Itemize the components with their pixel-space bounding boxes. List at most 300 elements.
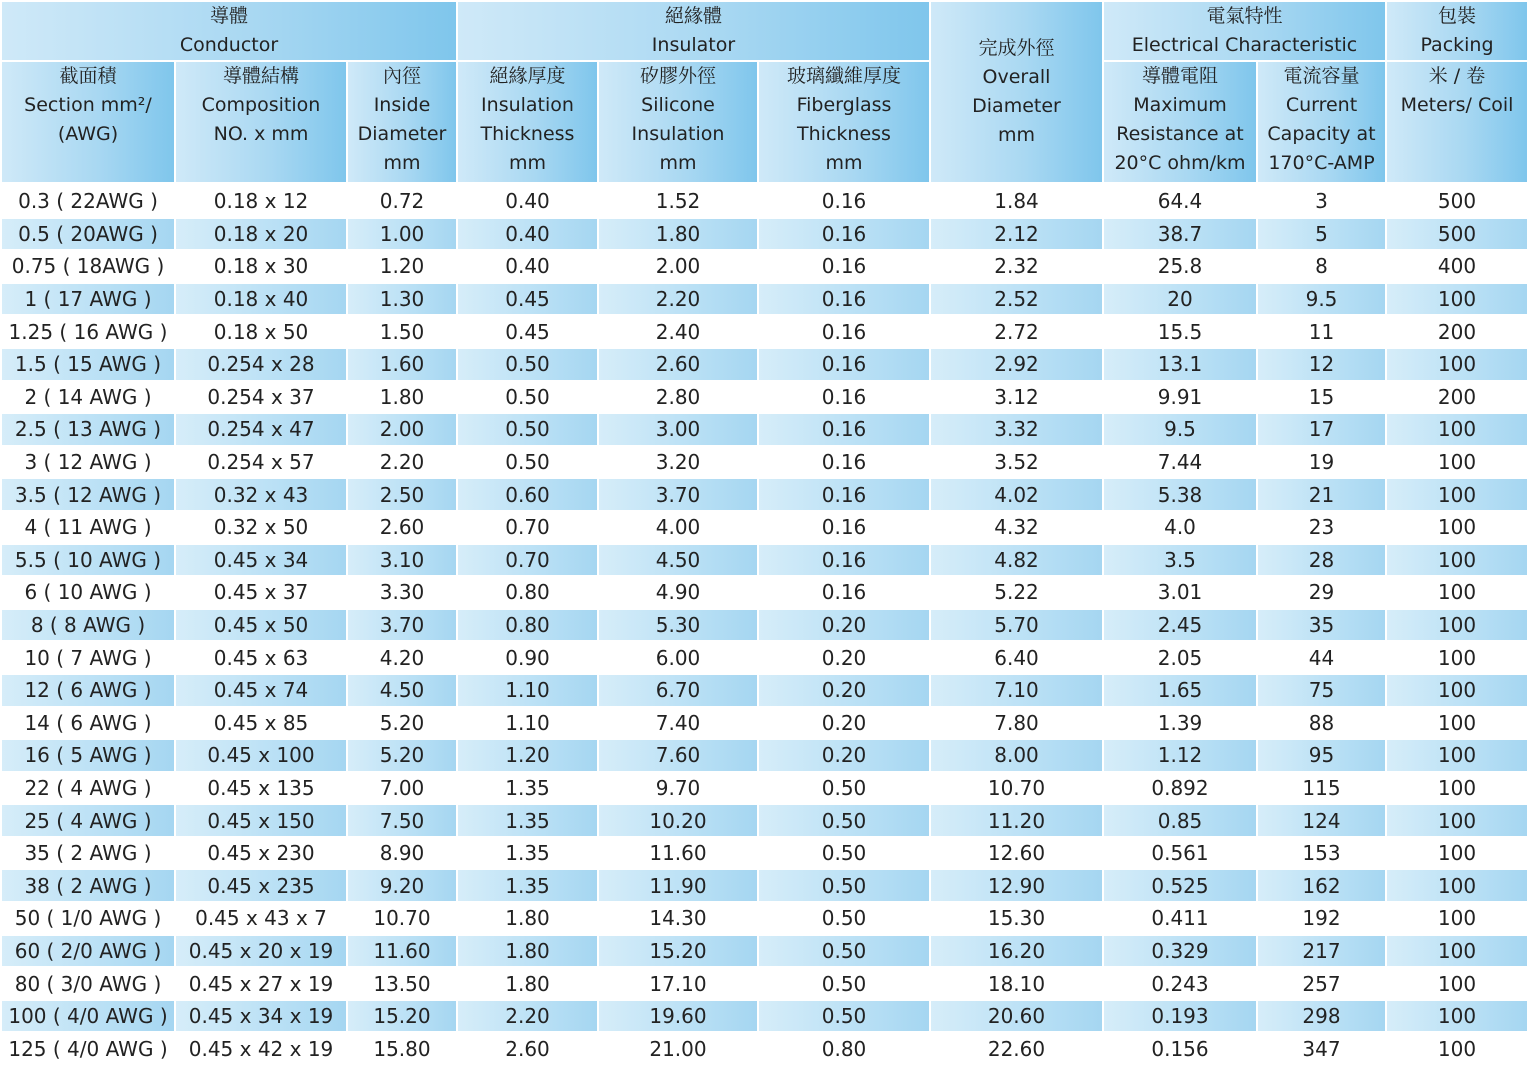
- cell-overall-diameter: 12.90: [930, 869, 1103, 902]
- header-max-resistance: 導體電阻 Maximum Resistance at 20°C ohm/km: [1103, 61, 1257, 184]
- table-row: [2, 184, 1528, 218]
- cell-silicone-insulation: 2.80: [598, 381, 758, 414]
- cell-silicone-insulation: 4.50: [598, 544, 758, 577]
- cell-insulation-thickness: 1.35: [457, 804, 598, 837]
- cell-composition: 0.18 x 12: [175, 184, 347, 218]
- cell-composition: 0.45 x 85: [175, 707, 347, 740]
- cell-silicone-insulation: 4.90: [598, 576, 758, 609]
- cell-insulation-thickness: 1.35: [457, 837, 598, 870]
- header-insulation-thickness: 絕緣厚度 Insulation Thickness mm: [457, 61, 598, 184]
- cell-composition: 0.45 x 43 x 7: [175, 902, 347, 935]
- cell-meters-coil: 100: [1386, 1032, 1528, 1065]
- cell-insulation-thickness: 0.60: [457, 478, 598, 511]
- cell-overall-diameter: 15.30: [930, 902, 1103, 935]
- cell-insulation-thickness: 0.40: [457, 184, 598, 218]
- cell-max-resistance: 0.85: [1103, 804, 1257, 837]
- cell-max-resistance: 0.892: [1103, 772, 1257, 805]
- cell-meters-coil: 100: [1386, 576, 1528, 609]
- cell-inside-diameter: 1.20: [347, 250, 457, 283]
- cell-inside-diameter: 10.70: [347, 902, 457, 935]
- cell-meters-coil: 100: [1386, 772, 1528, 805]
- cell-max-resistance: 9.91: [1103, 381, 1257, 414]
- cell-meters-coil: 100: [1386, 707, 1528, 740]
- cell-fiberglass-thickness: 0.50: [758, 902, 930, 935]
- cell-overall-diameter: 4.82: [930, 544, 1103, 577]
- cell-composition: 0.254 x 28: [175, 348, 347, 381]
- table-row: [2, 837, 1528, 870]
- cell-section: 0.3 ( 22AWG ): [2, 184, 175, 218]
- cell-insulation-thickness: 1.10: [457, 707, 598, 740]
- cell-silicone-insulation: 6.70: [598, 674, 758, 707]
- cell-overall-diameter: 18.10: [930, 967, 1103, 1000]
- cell-overall-diameter: 10.70: [930, 772, 1103, 805]
- cell-overall-diameter: 2.72: [930, 315, 1103, 348]
- cell-max-resistance: 64.4: [1103, 184, 1257, 218]
- cell-meters-coil: 100: [1386, 739, 1528, 772]
- cell-insulation-thickness: 0.70: [457, 544, 598, 577]
- cell-overall-diameter: 2.52: [930, 283, 1103, 316]
- cell-current-capacity: 9.5: [1257, 283, 1386, 316]
- cell-overall-diameter: 16.20: [930, 935, 1103, 968]
- cell-max-resistance: 3.5: [1103, 544, 1257, 577]
- cell-max-resistance: 4.0: [1103, 511, 1257, 544]
- cell-composition: 0.45 x 230: [175, 837, 347, 870]
- cell-max-resistance: 1.65: [1103, 674, 1257, 707]
- table-row: [2, 609, 1528, 642]
- cell-max-resistance: 38.7: [1103, 218, 1257, 251]
- cell-meters-coil: 100: [1386, 1000, 1528, 1033]
- cell-inside-diameter: 5.20: [347, 707, 457, 740]
- cell-composition: 0.18 x 20: [175, 218, 347, 251]
- cell-meters-coil: 100: [1386, 837, 1528, 870]
- cell-meters-coil: 100: [1386, 283, 1528, 316]
- cell-composition: 0.254 x 57: [175, 446, 347, 479]
- cell-inside-diameter: 0.72: [347, 184, 457, 218]
- cell-fiberglass-thickness: 0.20: [758, 707, 930, 740]
- cell-meters-coil: 100: [1386, 413, 1528, 446]
- cell-current-capacity: 35: [1257, 609, 1386, 642]
- cell-insulation-thickness: 1.80: [457, 935, 598, 968]
- cell-meters-coil: 100: [1386, 967, 1528, 1000]
- cell-insulation-thickness: 0.50: [457, 348, 598, 381]
- cell-section: 4 ( 11 AWG ): [2, 511, 175, 544]
- cell-overall-diameter: 20.60: [930, 1000, 1103, 1033]
- cell-insulation-thickness: 0.40: [457, 218, 598, 251]
- cell-section: 0.5 ( 20AWG ): [2, 218, 175, 251]
- header-fiberglass-thickness: 玻璃纖維厚度 Fiberglass Thickness mm: [758, 61, 930, 184]
- cell-meters-coil: 100: [1386, 478, 1528, 511]
- table-row: [2, 674, 1528, 707]
- cell-max-resistance: 20: [1103, 283, 1257, 316]
- table-row: [2, 381, 1528, 414]
- cell-current-capacity: 192: [1257, 902, 1386, 935]
- cell-current-capacity: 217: [1257, 935, 1386, 968]
- cell-inside-diameter: 3.10: [347, 544, 457, 577]
- cell-overall-diameter: 2.92: [930, 348, 1103, 381]
- cell-silicone-insulation: 3.20: [598, 446, 758, 479]
- cell-inside-diameter: 2.50: [347, 478, 457, 511]
- cell-meters-coil: 100: [1386, 511, 1528, 544]
- cell-insulation-thickness: 0.45: [457, 283, 598, 316]
- cell-inside-diameter: 11.60: [347, 935, 457, 968]
- cell-overall-diameter: 8.00: [930, 739, 1103, 772]
- cell-insulation-thickness: 0.50: [457, 413, 598, 446]
- table-row: [2, 218, 1528, 251]
- cell-section: 50 ( 1/0 AWG ): [2, 902, 175, 935]
- cell-overall-diameter: 22.60: [930, 1032, 1103, 1065]
- cell-fiberglass-thickness: 0.20: [758, 609, 930, 642]
- cell-fiberglass-thickness: 0.16: [758, 381, 930, 414]
- table-row: [2, 283, 1528, 316]
- cell-fiberglass-thickness: 0.50: [758, 1000, 930, 1033]
- cell-composition: 0.45 x 135: [175, 772, 347, 805]
- cell-composition: 0.45 x 42 x 19: [175, 1032, 347, 1065]
- table-row: [2, 902, 1528, 935]
- cell-current-capacity: 257: [1257, 967, 1386, 1000]
- cell-insulation-thickness: 0.50: [457, 381, 598, 414]
- cell-section: 6 ( 10 AWG ): [2, 576, 175, 609]
- cell-max-resistance: 15.5: [1103, 315, 1257, 348]
- cell-overall-diameter: 2.12: [930, 218, 1103, 251]
- cell-insulation-thickness: 2.60: [457, 1032, 598, 1065]
- cell-inside-diameter: 9.20: [347, 869, 457, 902]
- cell-meters-coil: 200: [1386, 315, 1528, 348]
- cell-composition: 0.45 x 100: [175, 739, 347, 772]
- cell-current-capacity: 298: [1257, 1000, 1386, 1033]
- cell-overall-diameter: 5.22: [930, 576, 1103, 609]
- cell-meters-coil: 100: [1386, 544, 1528, 577]
- cell-section: 8 ( 8 AWG ): [2, 609, 175, 642]
- cell-meters-coil: 100: [1386, 674, 1528, 707]
- cell-overall-diameter: 3.32: [930, 413, 1103, 446]
- table-row: [2, 250, 1528, 283]
- cell-inside-diameter: 5.20: [347, 739, 457, 772]
- cell-section: 1 ( 17 AWG ): [2, 283, 175, 316]
- cell-fiberglass-thickness: 0.20: [758, 641, 930, 674]
- cell-max-resistance: 0.411: [1103, 902, 1257, 935]
- header-insulator-group: 絕緣體 Insulator: [457, 2, 930, 61]
- cell-max-resistance: 0.156: [1103, 1032, 1257, 1065]
- table-row: [2, 935, 1528, 968]
- cell-insulation-thickness: 0.80: [457, 576, 598, 609]
- cell-composition: 0.18 x 30: [175, 250, 347, 283]
- cell-silicone-insulation: 2.60: [598, 348, 758, 381]
- cell-overall-diameter: 6.40: [930, 641, 1103, 674]
- table-row: [2, 478, 1528, 511]
- cell-fiberglass-thickness: 0.50: [758, 869, 930, 902]
- table-row: [2, 641, 1528, 674]
- header-inside-diameter: 內徑 Inside Diameter mm: [347, 61, 457, 184]
- cell-silicone-insulation: 2.40: [598, 315, 758, 348]
- cell-current-capacity: 75: [1257, 674, 1386, 707]
- cell-insulation-thickness: 0.70: [457, 511, 598, 544]
- cell-silicone-insulation: 1.80: [598, 218, 758, 251]
- cell-inside-diameter: 2.20: [347, 446, 457, 479]
- cell-meters-coil: 500: [1386, 218, 1528, 251]
- cell-meters-coil: 400: [1386, 250, 1528, 283]
- header-meters-coil: 米 / 卷 Meters/ Coil: [1386, 61, 1528, 184]
- cell-insulation-thickness: 1.20: [457, 739, 598, 772]
- cell-current-capacity: 347: [1257, 1032, 1386, 1065]
- cell-current-capacity: 21: [1257, 478, 1386, 511]
- cell-section: 38 ( 2 AWG ): [2, 869, 175, 902]
- cell-fiberglass-thickness: 0.16: [758, 184, 930, 218]
- cell-section: 3 ( 12 AWG ): [2, 446, 175, 479]
- cell-insulation-thickness: 1.80: [457, 967, 598, 1000]
- cell-max-resistance: 25.8: [1103, 250, 1257, 283]
- header-composition: 導體結構 Composition NO. x mm: [175, 61, 347, 184]
- cell-composition: 0.45 x 63: [175, 641, 347, 674]
- cell-current-capacity: 12: [1257, 348, 1386, 381]
- cell-current-capacity: 11: [1257, 315, 1386, 348]
- cell-overall-diameter: 4.32: [930, 511, 1103, 544]
- cell-fiberglass-thickness: 0.16: [758, 315, 930, 348]
- cell-inside-diameter: 2.00: [347, 413, 457, 446]
- cell-fiberglass-thickness: 0.80: [758, 1032, 930, 1065]
- cell-composition: 0.45 x 50: [175, 609, 347, 642]
- cell-section: 25 ( 4 AWG ): [2, 804, 175, 837]
- cell-section: 1.5 ( 15 AWG ): [2, 348, 175, 381]
- cell-inside-diameter: 1.30: [347, 283, 457, 316]
- header-electrical-group: 電氣特性 Electrical Characteristic: [1103, 2, 1386, 61]
- cell-current-capacity: 88: [1257, 707, 1386, 740]
- cell-insulation-thickness: 0.90: [457, 641, 598, 674]
- cell-insulation-thickness: 0.80: [457, 609, 598, 642]
- cell-meters-coil: 500: [1386, 184, 1528, 218]
- cell-composition: 0.18 x 50: [175, 315, 347, 348]
- cell-max-resistance: 2.45: [1103, 609, 1257, 642]
- cell-inside-diameter: 4.50: [347, 674, 457, 707]
- cell-overall-diameter: 5.70: [930, 609, 1103, 642]
- cell-max-resistance: 1.12: [1103, 739, 1257, 772]
- cell-composition: 0.45 x 74: [175, 674, 347, 707]
- cell-overall-diameter: 12.60: [930, 837, 1103, 870]
- cell-insulation-thickness: 1.35: [457, 869, 598, 902]
- cell-insulation-thickness: 1.35: [457, 772, 598, 805]
- cell-current-capacity: 5: [1257, 218, 1386, 251]
- cell-overall-diameter: 7.80: [930, 707, 1103, 740]
- cell-fiberglass-thickness: 0.50: [758, 837, 930, 870]
- header-silicone-insulation: 矽膠外徑 Silicone Insulation mm: [598, 61, 758, 184]
- table-row: [2, 315, 1528, 348]
- cell-meters-coil: 100: [1386, 902, 1528, 935]
- cell-max-resistance: 0.561: [1103, 837, 1257, 870]
- cell-fiberglass-thickness: 0.16: [758, 218, 930, 251]
- cell-insulation-thickness: 1.80: [457, 902, 598, 935]
- table-body: [2, 184, 1528, 1065]
- cell-silicone-insulation: 3.70: [598, 478, 758, 511]
- cell-section: 0.75 ( 18AWG ): [2, 250, 175, 283]
- cell-current-capacity: 29: [1257, 576, 1386, 609]
- cell-max-resistance: 7.44: [1103, 446, 1257, 479]
- cell-silicone-insulation: 14.30: [598, 902, 758, 935]
- wire-spec-table: [2, 2, 1529, 1066]
- table-row: [2, 576, 1528, 609]
- cell-max-resistance: 9.5: [1103, 413, 1257, 446]
- cell-inside-diameter: 3.30: [347, 576, 457, 609]
- cell-silicone-insulation: 7.40: [598, 707, 758, 740]
- cell-silicone-insulation: 7.60: [598, 739, 758, 772]
- cell-inside-diameter: 1.50: [347, 315, 457, 348]
- cell-current-capacity: 44: [1257, 641, 1386, 674]
- cell-inside-diameter: 1.00: [347, 218, 457, 251]
- cell-insulation-thickness: 0.45: [457, 315, 598, 348]
- cell-silicone-insulation: 10.20: [598, 804, 758, 837]
- cell-current-capacity: 19: [1257, 446, 1386, 479]
- cell-max-resistance: 0.525: [1103, 869, 1257, 902]
- cell-fiberglass-thickness: 0.16: [758, 348, 930, 381]
- header-section: 截面積 Section mm²/ (AWG): [2, 61, 175, 184]
- cell-fiberglass-thickness: 0.50: [758, 772, 930, 805]
- cell-meters-coil: 100: [1386, 804, 1528, 837]
- table-row: [2, 967, 1528, 1000]
- cell-section: 80 ( 3/0 AWG ): [2, 967, 175, 1000]
- cell-inside-diameter: 15.20: [347, 1000, 457, 1033]
- cell-inside-diameter: 15.80: [347, 1032, 457, 1065]
- table-row: [2, 1032, 1528, 1065]
- table-row: [2, 804, 1528, 837]
- cell-inside-diameter: 13.50: [347, 967, 457, 1000]
- cell-fiberglass-thickness: 0.50: [758, 967, 930, 1000]
- cell-composition: 0.45 x 34: [175, 544, 347, 577]
- cell-composition: 0.32 x 43: [175, 478, 347, 511]
- cell-composition: 0.45 x 34 x 19: [175, 1000, 347, 1033]
- cell-inside-diameter: 8.90: [347, 837, 457, 870]
- cell-max-resistance: 0.193: [1103, 1000, 1257, 1033]
- cell-silicone-insulation: 6.00: [598, 641, 758, 674]
- cell-current-capacity: 115: [1257, 772, 1386, 805]
- cell-current-capacity: 153: [1257, 837, 1386, 870]
- cell-inside-diameter: 4.20: [347, 641, 457, 674]
- cell-silicone-insulation: 11.90: [598, 869, 758, 902]
- cell-current-capacity: 162: [1257, 869, 1386, 902]
- cell-silicone-insulation: 21.00: [598, 1032, 758, 1065]
- cell-silicone-insulation: 5.30: [598, 609, 758, 642]
- cell-fiberglass-thickness: 0.16: [758, 544, 930, 577]
- cell-section: 22 ( 4 AWG ): [2, 772, 175, 805]
- cell-section: 10 ( 7 AWG ): [2, 641, 175, 674]
- header-overall-diameter: 完成外徑 Overall Diameter mm: [930, 2, 1103, 184]
- cell-fiberglass-thickness: 0.50: [758, 804, 930, 837]
- cell-composition: 0.45 x 37: [175, 576, 347, 609]
- cell-fiberglass-thickness: 0.16: [758, 478, 930, 511]
- cell-meters-coil: 100: [1386, 348, 1528, 381]
- cell-overall-diameter: 2.32: [930, 250, 1103, 283]
- table-row: [2, 772, 1528, 805]
- cell-current-capacity: 17: [1257, 413, 1386, 446]
- cell-current-capacity: 95: [1257, 739, 1386, 772]
- cell-section: 2 ( 14 AWG ): [2, 381, 175, 414]
- cell-max-resistance: 1.39: [1103, 707, 1257, 740]
- cell-inside-diameter: 2.60: [347, 511, 457, 544]
- table-row: [2, 413, 1528, 446]
- cell-section: 5.5 ( 10 AWG ): [2, 544, 175, 577]
- cell-insulation-thickness: 2.20: [457, 1000, 598, 1033]
- cell-inside-diameter: 7.50: [347, 804, 457, 837]
- cell-inside-diameter: 1.60: [347, 348, 457, 381]
- cell-current-capacity: 28: [1257, 544, 1386, 577]
- cell-fiberglass-thickness: 0.20: [758, 674, 930, 707]
- cell-section: 60 ( 2/0 AWG ): [2, 935, 175, 968]
- cell-section: 14 ( 6 AWG ): [2, 707, 175, 740]
- cell-meters-coil: 100: [1386, 609, 1528, 642]
- cell-meters-coil: 100: [1386, 869, 1528, 902]
- table-row: [2, 544, 1528, 577]
- cell-fiberglass-thickness: 0.16: [758, 250, 930, 283]
- cell-inside-diameter: 7.00: [347, 772, 457, 805]
- cell-fiberglass-thickness: 0.50: [758, 935, 930, 968]
- table-row: [2, 511, 1528, 544]
- cell-fiberglass-thickness: 0.16: [758, 283, 930, 316]
- header-packing-group: 包裝 Packing: [1386, 2, 1528, 61]
- cell-max-resistance: 13.1: [1103, 348, 1257, 381]
- cell-silicone-insulation: 15.20: [598, 935, 758, 968]
- cell-silicone-insulation: 17.10: [598, 967, 758, 1000]
- cell-overall-diameter: 4.02: [930, 478, 1103, 511]
- cell-section: 16 ( 5 AWG ): [2, 739, 175, 772]
- cell-meters-coil: 200: [1386, 381, 1528, 414]
- table-row: [2, 869, 1528, 902]
- cell-composition: 0.45 x 235: [175, 869, 347, 902]
- cell-section: 12 ( 6 AWG ): [2, 674, 175, 707]
- cell-composition: 0.254 x 47: [175, 413, 347, 446]
- cell-section: 35 ( 2 AWG ): [2, 837, 175, 870]
- cell-section: 2.5 ( 13 AWG ): [2, 413, 175, 446]
- cell-overall-diameter: 7.10: [930, 674, 1103, 707]
- cell-silicone-insulation: 2.00: [598, 250, 758, 283]
- cell-current-capacity: 3: [1257, 184, 1386, 218]
- cell-overall-diameter: 3.12: [930, 381, 1103, 414]
- cell-composition: 0.45 x 27 x 19: [175, 967, 347, 1000]
- cell-composition: 0.254 x 37: [175, 381, 347, 414]
- cell-silicone-insulation: 4.00: [598, 511, 758, 544]
- cell-silicone-insulation: 11.60: [598, 837, 758, 870]
- table-row: [2, 739, 1528, 772]
- cell-max-resistance: 3.01: [1103, 576, 1257, 609]
- cell-insulation-thickness: 1.10: [457, 674, 598, 707]
- cell-meters-coil: 100: [1386, 641, 1528, 674]
- cell-section: 125 ( 4/0 AWG ): [2, 1032, 175, 1065]
- cell-max-resistance: 2.05: [1103, 641, 1257, 674]
- cell-composition: 0.45 x 20 x 19: [175, 935, 347, 968]
- header-current-capacity: 電流容量 Current Capacity at 170°C-AMP: [1257, 61, 1386, 184]
- cell-silicone-insulation: 9.70: [598, 772, 758, 805]
- cell-composition: 0.32 x 50: [175, 511, 347, 544]
- table-row: [2, 1000, 1528, 1033]
- cell-overall-diameter: 11.20: [930, 804, 1103, 837]
- cell-max-resistance: 0.243: [1103, 967, 1257, 1000]
- cell-insulation-thickness: 0.50: [457, 446, 598, 479]
- cell-current-capacity: 8: [1257, 250, 1386, 283]
- cell-silicone-insulation: 1.52: [598, 184, 758, 218]
- cell-silicone-insulation: 3.00: [598, 413, 758, 446]
- cell-silicone-insulation: 2.20: [598, 283, 758, 316]
- cell-max-resistance: 5.38: [1103, 478, 1257, 511]
- cell-fiberglass-thickness: 0.16: [758, 576, 930, 609]
- cell-section: 100 ( 4/0 AWG ): [2, 1000, 175, 1033]
- cell-inside-diameter: 3.70: [347, 609, 457, 642]
- cell-overall-diameter: 1.84: [930, 184, 1103, 218]
- cell-meters-coil: 100: [1386, 446, 1528, 479]
- table-row: [2, 707, 1528, 740]
- cell-max-resistance: 0.329: [1103, 935, 1257, 968]
- table-row: [2, 348, 1528, 381]
- cell-current-capacity: 23: [1257, 511, 1386, 544]
- cell-current-capacity: 15: [1257, 381, 1386, 414]
- cell-meters-coil: 100: [1386, 935, 1528, 968]
- cell-section: 3.5 ( 12 AWG ): [2, 478, 175, 511]
- cell-fiberglass-thickness: 0.16: [758, 511, 930, 544]
